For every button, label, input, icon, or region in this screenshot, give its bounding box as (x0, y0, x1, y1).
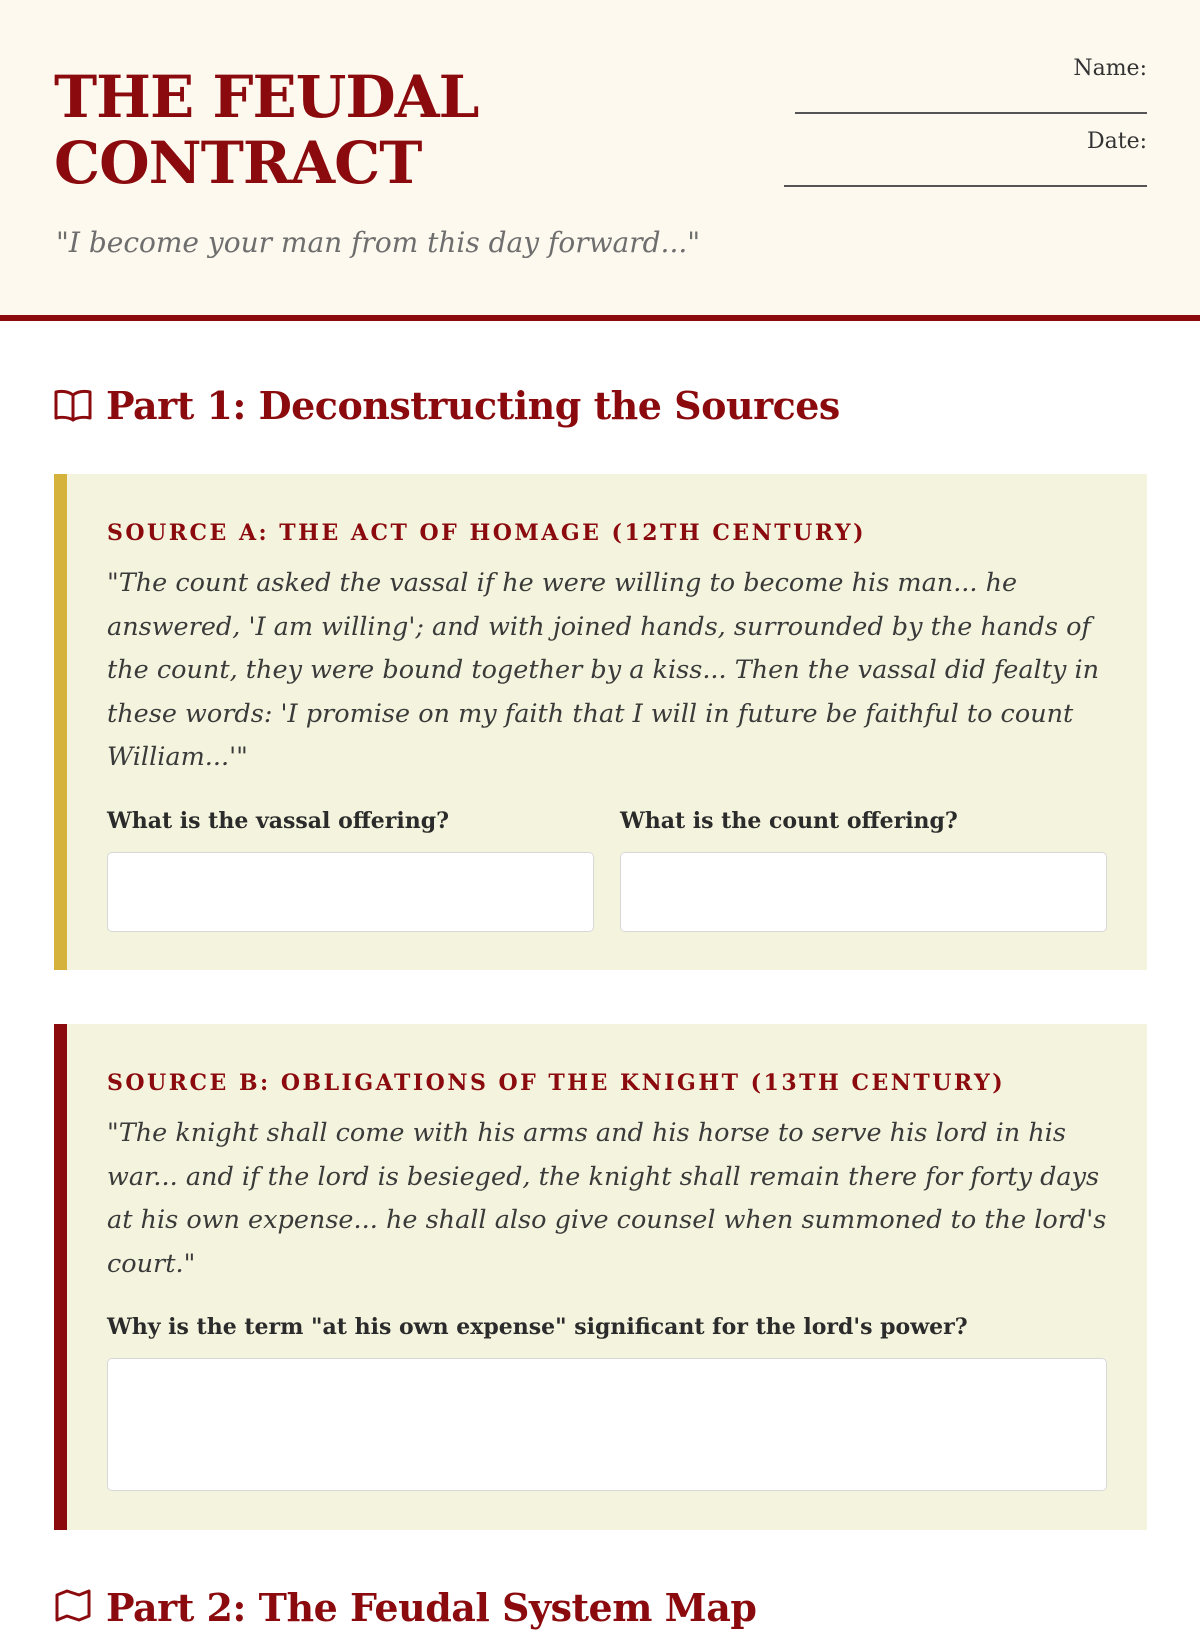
part1-title: Part 1: Deconstructing the Sources (106, 382, 840, 428)
source-a-quote: "The count asked the vassal if he were willing to become his man... he answered, 'I am willing'; and with joined hands, surrounded by the hands of the count, they were bound together by a kiss... Then the vassal did fealty in these words: 'I promise on my faith that I will in future be faithful to count William...'" (107, 568, 1100, 772)
title-line-1: THE FEUDAL (54, 63, 479, 131)
source-a-card (54, 474, 1147, 970)
source-b-title: SOURCE B: OBLIGATIONS OF THE KNIGHT (13TH CENTURY) (107, 1070, 1006, 1096)
expense-question-input[interactable] (107, 1358, 1107, 1491)
part1-heading (54, 380, 840, 430)
expense-question-label: Why is the term "at his own expense" significant for the lord's power? (107, 1314, 968, 1340)
vassal-offering-label: What is the vassal offering? (107, 808, 450, 834)
part2-heading (54, 1582, 756, 1632)
date-field[interactable] (784, 185, 1147, 187)
name-field[interactable] (795, 112, 1147, 114)
worksheet-title (54, 64, 574, 196)
vassal-offering-input[interactable] (107, 852, 594, 932)
source-b-card (54, 1024, 1147, 1530)
source-b-quote: "The knight shall come with his arms and his horse to serve his lord in his war... and if the lord is besieged, the knight shall remain there for forty days at his own expense... he shall also give counsel when summoned to the lord's court." (107, 1118, 1107, 1279)
source-a-title: SOURCE A: THE ACT OF HOMAGE (12TH CENTURY) (107, 520, 867, 546)
part2-title: Part 2: The Feudal System Map (106, 1584, 757, 1630)
title-line-2: CONTRACT (54, 129, 422, 197)
worksheet-header (0, 0, 1200, 321)
count-offering-label: What is the count offering? (620, 808, 958, 834)
book-open-icon (54, 388, 92, 422)
name-label: Name: (1073, 56, 1147, 81)
date-label: Date: (1086, 129, 1147, 154)
count-offering-input[interactable] (620, 852, 1107, 932)
worksheet-subtitle: "I become your man from this day forward..." (56, 226, 701, 259)
map-icon (54, 1588, 92, 1626)
